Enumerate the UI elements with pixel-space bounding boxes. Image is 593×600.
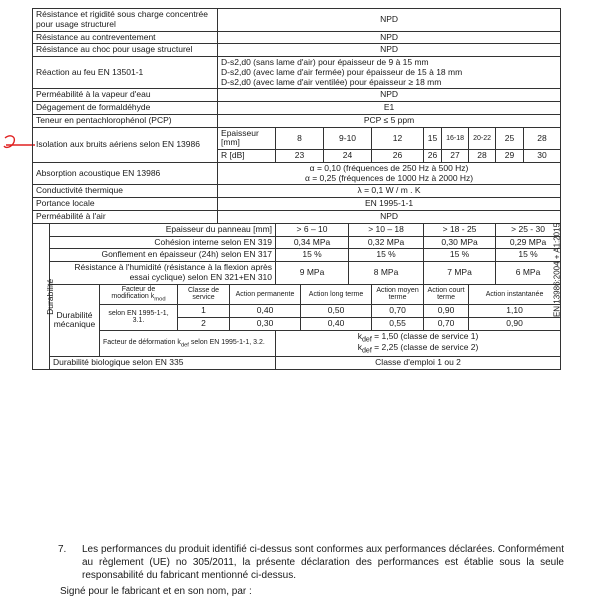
row-value: NPD [218, 89, 561, 102]
row-value: NPD [218, 9, 561, 32]
row-value: 6 MPa [496, 262, 561, 285]
row-value: 15 % [424, 249, 496, 262]
r-value: 24 [324, 150, 372, 163]
row-label: Résistance au contreventement [33, 31, 218, 44]
row-value: > 25 - 30 [496, 223, 561, 236]
action-header: Action moyen terme [372, 284, 424, 304]
row-value: NPD [218, 31, 561, 44]
row-label: Isolation aux bruits aériens selon EN 13986 [33, 127, 218, 162]
kmod-value: 0,30 [230, 317, 301, 330]
epaisseur-value: 20-22 [469, 127, 496, 150]
table-row [33, 31, 561, 44]
footnote-number: 7. [58, 544, 67, 555]
table-row [33, 127, 561, 150]
row-label: Résistance au choc pour usage structurel [33, 44, 218, 57]
epaisseur-value: 25 [496, 127, 524, 150]
row-value: 0,32 MPa [349, 236, 424, 249]
table-row [33, 330, 561, 357]
action-header: Action instantanée [469, 284, 561, 304]
table-row [33, 57, 561, 89]
row-label: Portance locale [33, 198, 218, 211]
row-label: Teneur en pentachlorophénol (PCP) [33, 114, 218, 127]
table-row [33, 236, 561, 249]
row-value: EN 1995-1-1 [218, 198, 561, 211]
action-header: Action permanente [230, 284, 301, 304]
footnote [44, 543, 564, 582]
table-row [33, 211, 561, 224]
fire-line: D-s2,d0 (avec lame d'air fermée) pour épaisseur de 15 à 18 mm [221, 66, 463, 77]
table-row [33, 185, 561, 198]
kdef-values [276, 330, 561, 357]
row-label: Gonflement en épaisseur (24h) selon EN 317 [50, 249, 276, 262]
fire-line: D-s2,d0 (avec lame d'air ventilée) pour épaisseur ≥ 18 mm [221, 76, 442, 87]
epaisseur-label: Epaisseur [mm] [218, 127, 276, 150]
kmod-value: 0,55 [372, 317, 424, 330]
row-value: 9 MPa [276, 262, 349, 285]
table-row [33, 198, 561, 211]
r-value: 29 [496, 150, 524, 163]
r-value: 26 [372, 150, 424, 163]
row-value: 0,30 MPa [424, 236, 496, 249]
row-value: 7 MPa [424, 262, 496, 285]
table-row [33, 284, 561, 304]
kdef-line: $k_{def} = 2,25$ (classe de service 2) [357, 342, 479, 356]
row-label: Absorption acoustique EN 13986 [33, 162, 218, 185]
r-label: R [dB] [218, 150, 276, 163]
row-value: 15 % [496, 249, 561, 262]
row-value [218, 162, 561, 185]
table-row [33, 9, 561, 32]
classe-label: Classe de service [178, 284, 230, 304]
kdef-line: $k_{def} = 1,50$ (classe de service 1) [357, 330, 479, 344]
table-row [33, 357, 561, 370]
performance-table [32, 8, 561, 370]
row-value: 8 MPa [349, 262, 424, 285]
r-value: 23 [276, 150, 324, 163]
kmod-value: 0,40 [301, 317, 372, 330]
r-value: 28 [469, 150, 496, 163]
durabilite-section-label: Durabilité [33, 223, 50, 369]
epaisseur-value: 15 [424, 127, 442, 150]
kmod-value: 0,90 [424, 305, 469, 318]
footnote-text: Les performances du produit identifié ci-dessus sont conformes aux performances déclarées. Conformément au règlement (UE) no 305/2011, la présente déclaration des performances est établie sous la seule responsabilité du fabricant mentionné ci-dessus. [82, 544, 564, 581]
row-label: Cohésion interne selon EN 319 [50, 236, 276, 249]
row-label: Epaisseur du panneau [mm] [50, 223, 276, 236]
classe-value: 1 [178, 305, 230, 318]
row-value: NPD [218, 44, 561, 57]
fire-line: D-s2,d0 (sans lame d'air) pour épaisseur de 9 à 15 mm [221, 57, 429, 68]
table-row [33, 114, 561, 127]
table-row [33, 44, 561, 57]
row-value: NPD [218, 211, 561, 224]
table-row [33, 262, 561, 285]
row-label: Perméabilité à l'air [33, 211, 218, 224]
norm-reference-label: EN 13986:2004 + A1:2015 [552, 222, 562, 318]
action-header: Action long terme [301, 284, 372, 304]
kmod-value: 0,40 [230, 305, 301, 318]
epaisseur-value: 8 [276, 127, 324, 150]
action-header: Action court terme [424, 284, 469, 304]
kmod-value: 0,70 [424, 317, 469, 330]
row-label: Réaction au feu EN 13501-1 [33, 57, 218, 89]
table-row [33, 223, 561, 236]
kmod-value: 0,70 [372, 305, 424, 318]
row-value: > 18 - 25 [424, 223, 496, 236]
row-value: Classe d'emploi 1 ou 2 [276, 357, 561, 370]
row-label: Perméabilité à la vapeur d'eau [33, 89, 218, 102]
row-value: 15 % [276, 249, 349, 262]
epaisseur-value: 28 [524, 127, 561, 150]
classe-value: 2 [178, 317, 230, 330]
kmod-value: 0,90 [469, 317, 561, 330]
row-value: PCP ≤ 5 ppm [218, 114, 561, 127]
row-label: Résistance à l'humidité (résistance à la flexion après essai cyclique) selon EN 321+EN 310 [50, 262, 276, 285]
table-row [33, 249, 561, 262]
kmod-value: 1,10 [469, 305, 561, 318]
absorption-line: α = 0,25 (fréquences de 1000 Hz à 2000 Hz) [304, 172, 474, 183]
row-value: 0,34 MPa [276, 236, 349, 249]
row-value: 15 % [349, 249, 424, 262]
absorption-line: α = 0,10 (fréquences de 250 Hz à 500 Hz) [309, 162, 469, 173]
row-value [218, 57, 561, 89]
table-row [33, 305, 561, 318]
signature-line: Signé pour le fabricant et en son nom, par : [60, 586, 252, 597]
epaisseur-value: 12 [372, 127, 424, 150]
epaisseur-value: 9-10 [324, 127, 372, 150]
kdef-label: Facteur de déformation $k_{def}$ selon EN 1995-1-1, 3.2. [100, 330, 276, 357]
mecanique-label: Durabilité mécanique [50, 284, 100, 357]
table-row [33, 162, 561, 185]
kmod-label: Facteur de modification $k_{mod}$ [100, 284, 178, 304]
table-row [33, 102, 561, 115]
table-row [33, 89, 561, 102]
r-value: 30 [524, 150, 561, 163]
row-label: Dégagement de formaldéhyde [33, 102, 218, 115]
r-value: 26 [424, 150, 442, 163]
row-value: λ = 0,1 W / m . K [218, 185, 561, 198]
kmod-reference: selon EN 1995-1-1, 3.1. [100, 305, 178, 331]
row-label: Résistance et rigidité sous charge concentrée pour usage structurel [33, 9, 218, 32]
row-value: > 10 – 18 [349, 223, 424, 236]
row-label: Durabilité biologique selon EN 335 [50, 357, 276, 370]
kmod-value: 0,50 [301, 305, 372, 318]
handwritten-arrow-mark [2, 132, 36, 162]
row-value: 0,29 MPa [496, 236, 561, 249]
row-value: > 6 – 10 [276, 223, 349, 236]
row-value: E1 [218, 102, 561, 115]
r-value: 27 [442, 150, 469, 163]
epaisseur-value: 16-18 [442, 127, 469, 150]
row-label: Conductivité thermique [33, 185, 218, 198]
